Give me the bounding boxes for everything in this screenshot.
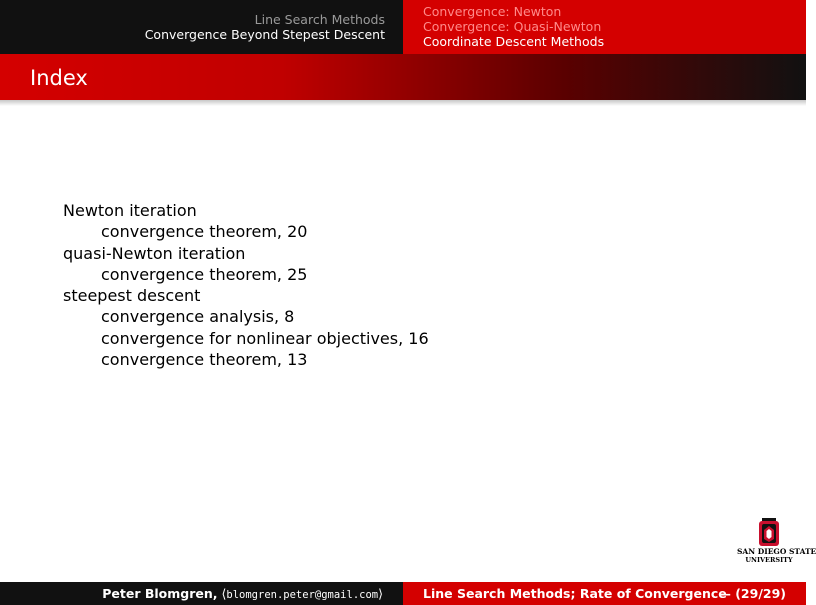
logo-line-2: UNIVERSITY [745, 556, 793, 564]
index-subentry[interactable]: convergence for nonlinear objectives, 16 [101, 328, 429, 348]
logo-line-1: SAN DIEGO STATE [737, 547, 816, 556]
footer-talk-title: Line Search Methods; Rate of Convergence [423, 586, 727, 601]
slide-title-bar [0, 54, 806, 100]
header-subsection-3[interactable]: Coordinate Descent Methods [423, 34, 605, 49]
header-section-2[interactable]: Convergence Beyond Stepest Descent [144, 27, 385, 42]
header-section-1[interactable]: Line Search Methods [254, 12, 385, 27]
footer-author [0, 582, 403, 605]
header-subsection-2[interactable]: Convergence: Quasi-Newton [423, 19, 602, 34]
footer-talk [403, 582, 806, 605]
footer-page-number: — (29/29) [718, 586, 786, 601]
footer-email-open: ⟨ [221, 586, 227, 601]
footer-author-name: Peter Blomgren, [102, 586, 218, 601]
footer-email[interactable]: blomgren.peter@gmail.com [226, 589, 379, 601]
index-subentry[interactable]: convergence theorem, 20 [101, 222, 308, 242]
index-list [63, 200, 429, 370]
index-term: steepest descent [63, 286, 201, 306]
footer-email-close: ⟩ [378, 586, 383, 601]
index-term: quasi-Newton iteration [63, 243, 246, 263]
header-subsections [403, 0, 806, 54]
slide-title: Index [30, 66, 88, 90]
index-subentry[interactable]: convergence analysis, 8 [101, 307, 295, 327]
sdsu-seal-icon [759, 518, 779, 546]
title-bar-shadow [0, 100, 806, 106]
header-sections [0, 0, 403, 54]
index-subentry[interactable]: convergence theorem, 25 [101, 264, 308, 284]
university-logo [737, 518, 816, 568]
index-term: Newton iteration [63, 201, 197, 220]
header-subsection-1[interactable]: Convergence: Newton [423, 4, 562, 19]
index-subentry[interactable]: convergence theorem, 13 [101, 350, 308, 370]
